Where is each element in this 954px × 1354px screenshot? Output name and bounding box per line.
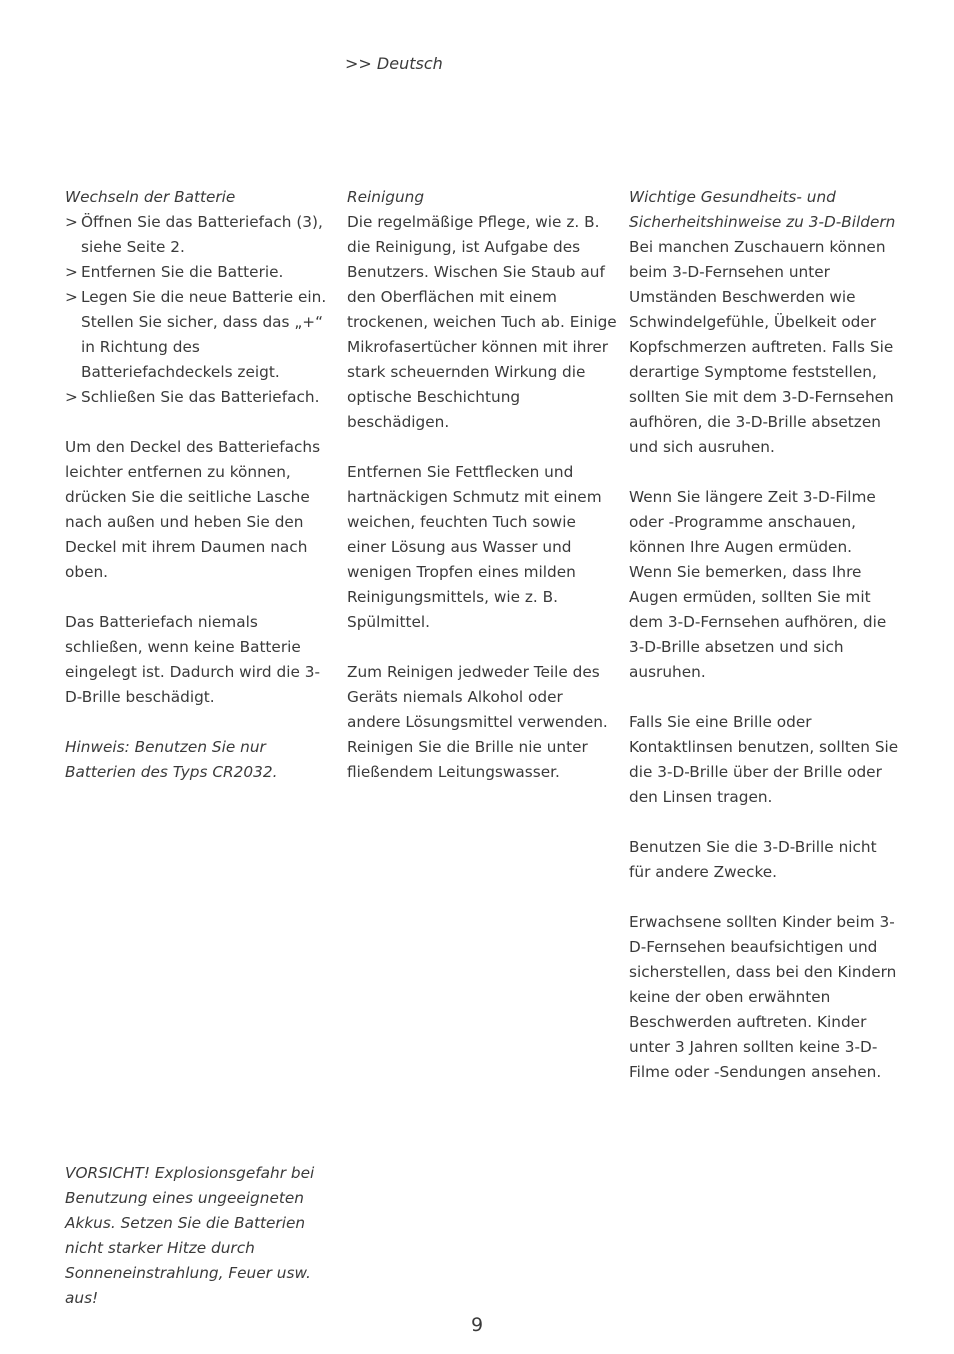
health-heading: Wichtige Gesundheits- und Sicherheitshinweise zu 3-D-Bildern [629, 188, 896, 231]
battery-step: > Legen Sie die neue Batterie ein. Stellen Sie sicher, dass das „+“ in Richtung des Batteriefachdeckels zeigt. [65, 285, 333, 385]
battery-section [65, 185, 333, 810]
battery-paragraph: Das Batteriefach niemals schließen, wenn keine Batterie eingelegt ist. Dadurch wird die 3-D-Brille beschädigt. [65, 613, 320, 706]
caution-note: VORSICHT! Explosionsgefahr bei Benutzung eines ungeeigneten Akkus. Setzen Sie die Batterien nicht starker Hitze durch Sonneneinstrahlung, Feuer usw. aus! [65, 1164, 315, 1307]
cleaning-paragraph: Zum Reinigen jedweder Teile des Geräts niemals Alkohol oder andere Lösungsmittel verwenden. Reinigen Sie die Brille nie unter fließendem Leitungswasser. [347, 663, 608, 781]
health-section [629, 185, 899, 1110]
health-paragraph: Benutzen Sie die 3-D-Brille nicht für andere Zwecke. [629, 838, 877, 881]
battery-paragraph: Um den Deckel des Batteriefachs leichter entfernen zu können, drücken Sie die seitliche Lasche nach außen und heben Sie den Deckel mit ihrem Daumen nach oben. [65, 438, 321, 581]
health-paragraph: Erwachsene sollten Kinder beim 3-D-Fernsehen beaufsichtigen und sicherstellen, dass bei den Kindern keine der oben erwähnten Beschwerden auftreten. Kinder unter 3 Jahren sollten keine 3-D-Filme oder -Sendungen ansehen. [629, 913, 897, 1081]
battery-step: > Schließen Sie das Batteriefach. [65, 385, 333, 410]
battery-steps [65, 210, 333, 410]
language-label: >> Deutsch [345, 54, 443, 73]
cleaning-paragraph: Entfernen Sie Fettflecken und hartnäckigen Schmutz mit einem weichen, feuchten Tuch sowie einer Lösung aus Wasser und wenigen Tropfen eines milden Reinigungsmittels, wie z. B. Spülmittel. [347, 463, 602, 631]
battery-step: > Entfernen Sie die Batterie. [65, 260, 333, 285]
health-paragraph: Bei manchen Zuschauern können beim 3-D-Fernsehen unter Umständen Beschwerden wie Schwindelgefühle, Übelkeit oder Kopfschmerzen auftreten. Falls Sie derartige Symptome feststellen, sollten Sie mit dem 3-D-Fernsehen aufhören, die 3-D-Brille absetzen und sich ausruhen. [629, 238, 894, 456]
battery-note: Hinweis: Benutzen Sie nur Batterien des Typs CR2032. [65, 738, 278, 781]
page-number: 9 [470, 1314, 484, 1336]
battery-step: > Öffnen Sie das Batteriefach (3), siehe Seite 2. [65, 210, 333, 260]
cleaning-heading: Reinigung [347, 188, 425, 206]
cleaning-section [347, 185, 617, 810]
health-paragraph: Wenn Sie längere Zeit 3-D-Filme oder -Programme anschauen, können Ihre Augen ermüden. Wenn Sie bemerken, dass Ihre Augen ermüden, sollten Sie mit dem 3-D-Fernsehen aufhören, die 3-D-Brille absetzen und sich ausruhen. [629, 488, 887, 681]
cleaning-paragraph: Die regelmäßige Pflege, wie z. B. die Reinigung, ist Aufgabe des Benutzers. Wischen Sie Staub auf den Oberflächen mit einem trockenen, weichen Tuch ab. Einige Mikrofasertücher können mit ihrer stark scheuernden Wirkung die optische Beschichtung beschädigen. [347, 213, 617, 431]
health-paragraph: Falls Sie eine Brille oder Kontaktlinsen benutzen, sollten Sie die 3-D-Brille über der Brille oder den Linsen tragen. [629, 713, 899, 806]
battery-heading: Wechseln der Batterie [65, 188, 236, 206]
